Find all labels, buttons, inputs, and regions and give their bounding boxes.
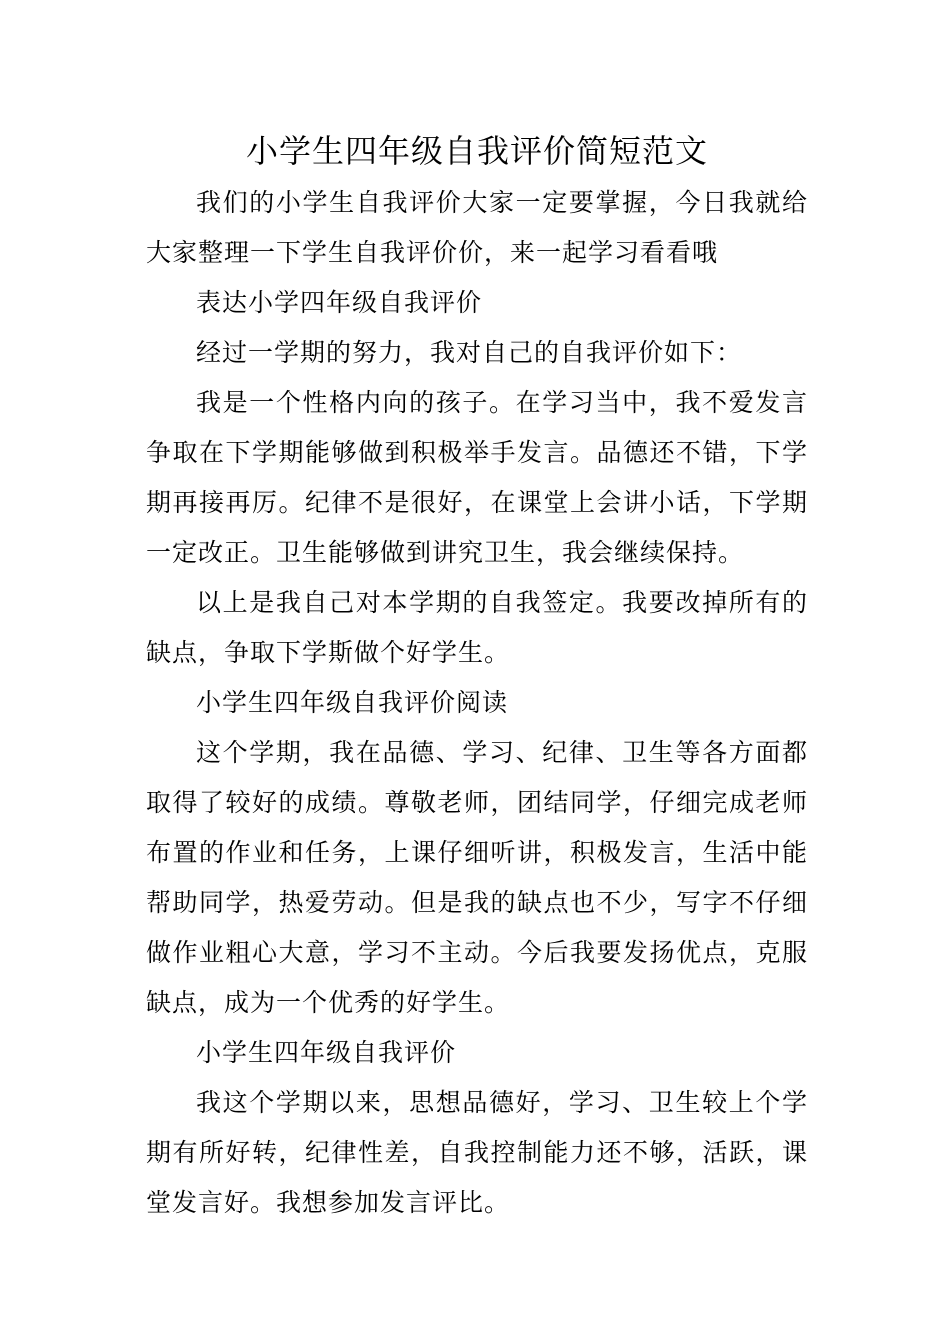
section-heading-1: 表达小学四年级自我评价 <box>196 288 483 317</box>
paragraph-intro: 我们的小学生自我评价大家一定要掌握，今日我就给大家整理一下学生自我评价价，来一起学习看看哦 <box>146 188 808 267</box>
paragraph-5: 我这个学期以来，思想品德好，学习、卫生较上个学期有所好转，纪律性差，自我控制能力还不够，活跃，课堂发言好。我想参加发言评比。 <box>146 1088 808 1217</box>
section-heading-3: 小学生四年级自我评价 <box>196 1038 457 1067</box>
section-heading-2: 小学生四年级自我评价阅读 <box>196 688 509 717</box>
paragraph-2: 我是一个性格内向的孩子。在学习当中，我不爱发言争取在下学期能够做到积极举手发言。品德还不错，下学期再接再厉。纪律不是很好，在课堂上会讲小话，下学期一定改正。卫生能够做到讲究卫生，我会继续保持。 <box>146 388 808 567</box>
paragraph-3: 以上是我自己对本学期的自我签定。我要改掉所有的缺点，争取下学斯做个好学生。 <box>146 588 808 667</box>
paragraph-4: 这个学期，我在品德、学习、纪律、卫生等各方面都取得了较好的成绩。尊敬老师，团结同学，仔细完成老师布置的作业和任务，上课仔细听讲，积极发言，生活中能帮助同学，热爱劳动。但是我的缺点也不少，写字不仔细做作业粗心大意，学习不主动。今后我要发扬优点，克服缺点，成为一个优秀的好学生。 <box>146 738 808 1017</box>
document-title: 小学生四年级自我评价简短范文 <box>245 132 708 170</box>
document-page <box>146 128 808 1228</box>
paragraph-1: 经过一学期的努力，我对自己的自我评价如下： <box>196 338 743 367</box>
